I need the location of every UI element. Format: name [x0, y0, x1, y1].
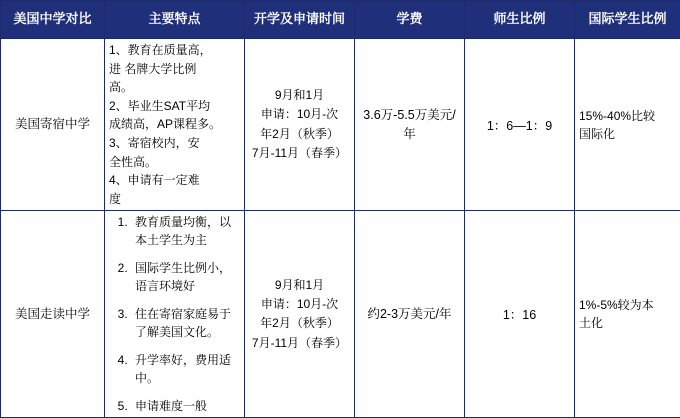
- features-boarding-school: [105, 39, 245, 211]
- international-ratio-line: 国际化: [579, 125, 676, 143]
- features-line: 进 名牌大学比例: [109, 60, 240, 79]
- tuition-boarding-school: 3.6万-5.5万美元/年: [355, 39, 465, 211]
- schedule-line: 9月和1月: [249, 276, 350, 295]
- column-header-international-ratio: 国际学生比例: [575, 1, 680, 39]
- schedule-line: 9月和1月: [249, 86, 350, 105]
- features-line: 高。: [109, 78, 240, 97]
- international-ratio-line: 1%-5%较为本: [579, 296, 676, 314]
- international-ratio-line: 土化: [579, 314, 676, 332]
- schedule-day-school: [245, 211, 355, 418]
- features-line: 4、申请有一定难: [109, 171, 240, 190]
- international-ratio-day-school: [575, 211, 680, 418]
- column-header-features: 主要特点: [105, 1, 245, 39]
- header-row: [1, 1, 680, 39]
- list-item: 1. 教育质量均衡，以本土学生为主: [131, 213, 240, 249]
- international-ratio-line: 15%-40%比较: [579, 107, 676, 125]
- features-line-group: [109, 41, 240, 208]
- schedule-line: 7月-11月（春季）: [249, 334, 350, 353]
- schedule-line: 7月-11月（春季）: [249, 144, 350, 163]
- column-header-student-teacher-ratio: 师生比例: [465, 1, 575, 39]
- table-row: [1, 211, 680, 418]
- column-header-schedule: 开学及申请时间: [245, 1, 355, 39]
- list-item: 5. 申请难度一般: [131, 397, 240, 415]
- tuition-day-school: 约2-3万美元/年: [355, 211, 465, 418]
- features-line: 3、寄宿校内，安: [109, 134, 240, 153]
- features-line: 1、教育在质量高，: [109, 41, 240, 60]
- list-item: 3. 住在寄宿家庭易于了解美国文化。: [131, 305, 240, 341]
- row-label-day-school: 美国走读中学: [1, 211, 105, 418]
- schedule-line: 年2月（秋季）: [249, 125, 350, 144]
- table-body: [1, 39, 680, 418]
- ratio-boarding-school: 1：6—1：9: [465, 39, 575, 211]
- column-header-tuition: 学费: [355, 1, 465, 39]
- features-line: 度: [109, 190, 240, 209]
- features-line: 2、毕业生SAT平均: [109, 97, 240, 116]
- list-item: 4. 升学率好，费用适中。: [131, 351, 240, 387]
- column-header-category: 美国中学对比: [1, 1, 105, 39]
- ratio-day-school: 1：16: [465, 211, 575, 418]
- schedule-line: 申请：10月-次: [249, 105, 350, 124]
- features-line: 成绩高，AP课程多。: [109, 115, 240, 134]
- features-day-school: [105, 211, 245, 418]
- list-item: 2. 国际学生比例小，语言环境好: [131, 259, 240, 295]
- features-ordered-list: [109, 213, 240, 415]
- schedule-line: 年2月（秋季）: [249, 314, 350, 333]
- table-row: [1, 39, 680, 211]
- international-ratio-boarding-school: [575, 39, 680, 211]
- schedule-boarding-school: [245, 39, 355, 211]
- features-line: 全性高。: [109, 153, 240, 172]
- row-label-boarding-school: 美国寄宿中学: [1, 39, 105, 211]
- schedule-line: 申请：10月-次: [249, 295, 350, 314]
- table-header: [1, 1, 680, 39]
